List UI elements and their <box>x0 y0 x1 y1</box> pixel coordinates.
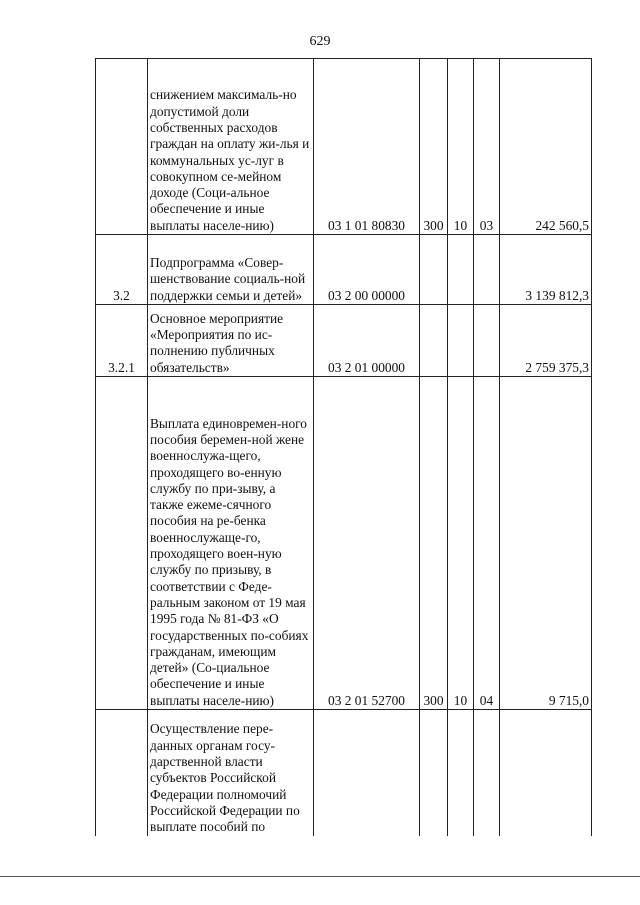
expense-type-code <box>420 710 448 836</box>
row-number: 3.2 <box>96 235 148 305</box>
target-article-code: 03 2 01 52700 <box>314 377 420 710</box>
subsection-code: 04 <box>474 377 500 710</box>
subsection-code: 03 <box>474 59 500 235</box>
row-description: снижением максималь-но допустимой доли собственных расходов граждан на оплату жи-лья и коммунальных ус-луг в совокупном се-мейном доходе (Соци-альное обеспечение и иные выплаты населе-нию) <box>148 59 314 235</box>
section-code <box>448 235 474 305</box>
page-bottom-divider <box>0 876 640 877</box>
amount: 2 759 375,3 <box>500 305 592 377</box>
expense-type-code <box>420 235 448 305</box>
table-row <box>96 235 592 305</box>
target-article-code: 03 2 00 00000 <box>314 235 420 305</box>
row-description: Выплата единовремен-ного пособия беремен-ной жене военнослужа-щего, проходящего во-енную службу по при-зыву, а также ежеме-сячного пособия на ре-бенка военнослужаще-го, проходящего воен-ную службу по призыву, в соответствии с Феде-ральным законом от 19 мая 1995 года № 81-ФЗ «О государственных по-собиях гражданам, имеющим детей» (Со-циальное обеспечение и иные выплаты населе-нию) <box>148 377 314 710</box>
page-number: 629 <box>309 34 331 49</box>
amount: 3 139 812,3 <box>500 235 592 305</box>
expense-type-code: 300 <box>420 59 448 235</box>
target-article-code: 03 1 01 80830 <box>314 59 420 235</box>
row-description: Подпрограмма «Совер-шенствование социаль-ной поддержки семьи и детей» <box>148 235 314 305</box>
table-row <box>96 710 592 836</box>
amount: 242 560,5 <box>500 59 592 235</box>
expense-type-code <box>420 305 448 377</box>
subsection-code <box>474 710 500 836</box>
table-row <box>96 305 592 377</box>
section-code: 10 <box>448 377 474 710</box>
row-number <box>96 59 148 235</box>
section-code <box>448 305 474 377</box>
subsection-code <box>474 235 500 305</box>
target-article-code <box>314 710 420 836</box>
amount: 9 715,0 <box>500 377 592 710</box>
expense-type-code: 300 <box>420 377 448 710</box>
target-article-code: 03 2 01 00000 <box>314 305 420 377</box>
row-number <box>96 377 148 710</box>
section-code: 10 <box>448 59 474 235</box>
amount <box>500 710 592 836</box>
row-number: 3.2.1 <box>96 305 148 377</box>
row-description: Основное мероприятие «Мероприятия по ис-полнению публичных обязательств» <box>148 305 314 377</box>
row-number <box>96 710 148 836</box>
table-row <box>96 377 592 710</box>
budget-table <box>95 58 592 836</box>
subsection-code <box>474 305 500 377</box>
table-row <box>96 59 592 235</box>
row-description: Осуществление пере-данных органам госу-дарственной власти субъектов Российской Федерации полномочий Российской Федерации по выплате пособий по <box>148 710 314 836</box>
section-code <box>448 710 474 836</box>
